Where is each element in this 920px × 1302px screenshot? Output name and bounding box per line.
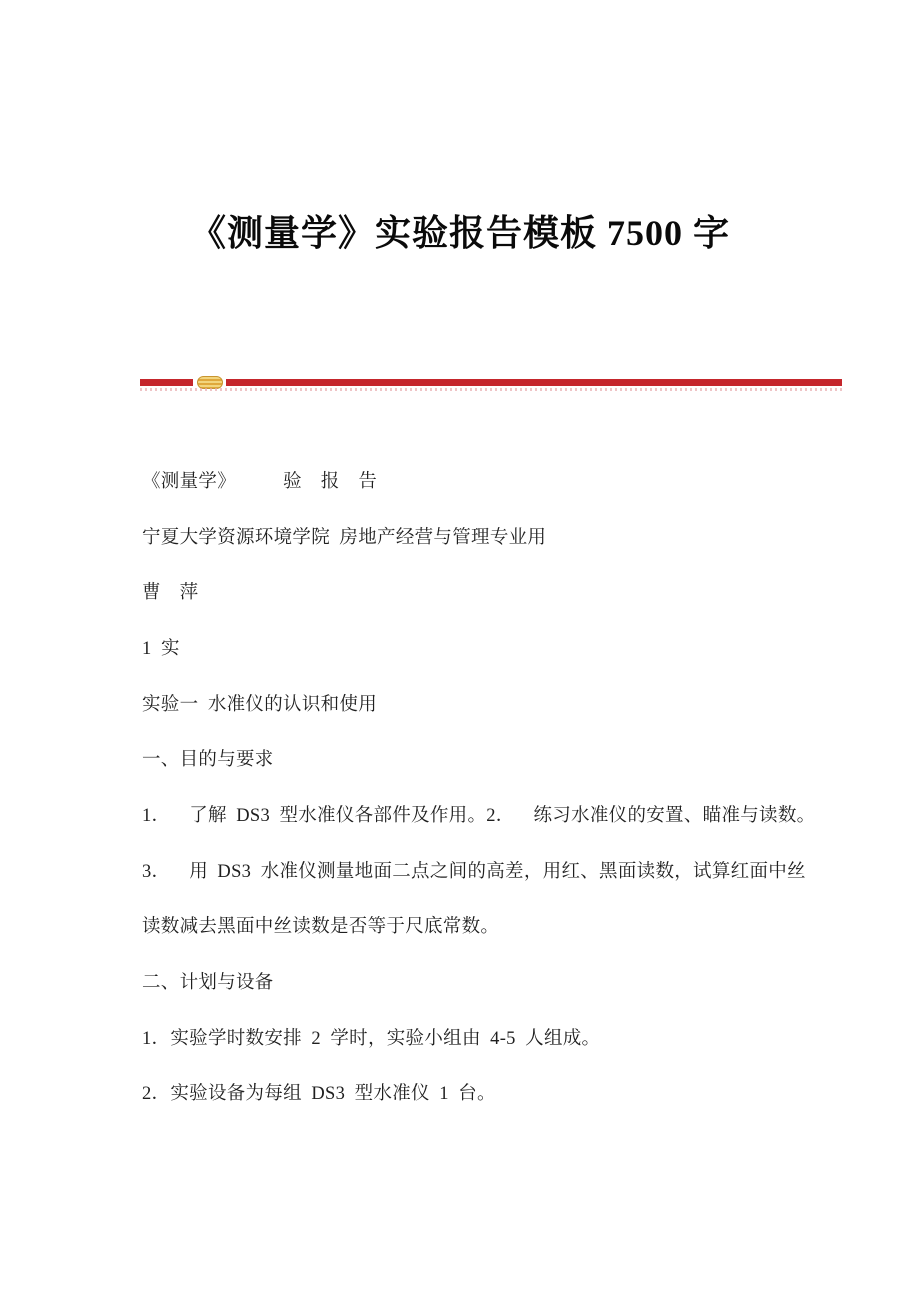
divider-line-right: [226, 379, 842, 386]
document-line: 2．实验设备为每组 DS3 型水准仪 1 台。: [142, 1084, 496, 1105]
document-line: 1． 了解 DS3 型水准仪各部件及作用。2． 练习水准仪的安置、瞄准与读数。: [142, 805, 816, 826]
document-line: 3． 用 DS3 水准仪测量地面二点之间的高差，用红、黑面读数，试算红面中丝: [142, 861, 806, 882]
title-divider: [140, 379, 842, 394]
document-line: 1 实: [142, 638, 180, 659]
document-line-report-title: 《测量学》 验 报 告: [142, 471, 378, 492]
document-line: 读数减去黑面中丝读数是否等于尺底常数。: [142, 917, 500, 938]
document-line-section-heading: 二、计划与设备: [142, 973, 274, 994]
page-title: 《测量学》实验报告模板 7500 字: [189, 213, 730, 253]
document-line-experiment-heading: 实验一 水准仪的认识和使用: [142, 694, 378, 715]
divider-shadow: [140, 388, 842, 391]
divider-line-left: [140, 379, 193, 386]
document-line-author: 曹 萍: [142, 583, 199, 604]
document-line: 1．实验学时数安排 2 学时，实验小组由 4-5 人组成。: [142, 1028, 601, 1049]
document-body: [142, 452, 842, 1120]
document-line-institution: 宁夏大学资源环境学院 房地产经营与管理专业用: [142, 527, 547, 548]
document-line-section-heading: 一、目的与要求: [142, 750, 274, 771]
